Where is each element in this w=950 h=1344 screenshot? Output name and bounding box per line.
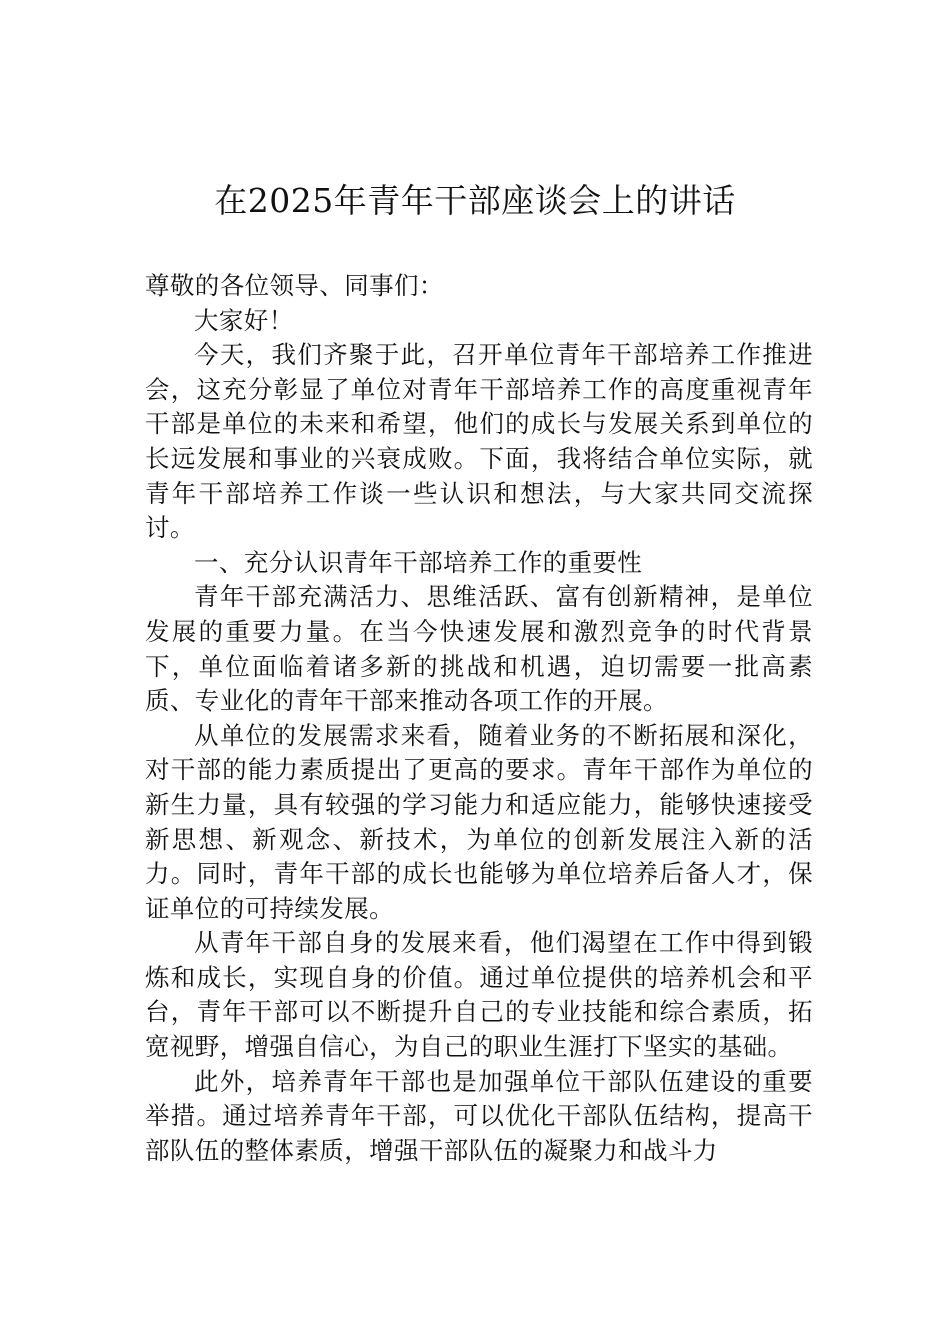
paragraph: 从单位的发展需求来看，随着业务的不断拓展和深化，对干部的能力素质提出了更高的要求。青年干部作为单位的新生力量，具有较强的学习能力和适应能力，能够快速接受新思想、新观念、新技术，为单位的创新发展注入新的活力。同时，青年干部的成长也能够为单位培养后备人才，保证单位的可持续发展。 [145,720,813,923]
paragraph: 此外，培养青年干部也是加强单位干部队伍建设的重要举措。通过培养青年干部，可以优化干部队伍结构，提高干部队伍的整体素质，增强干部队伍的凝聚力和战斗力 [145,1066,813,1165]
paragraph-introduction: 今天，我们齐聚于此，召开单位青年干部培养工作推进会，这充分彰显了单位对青年干部培养工作的高度重视青年干部是单位的未来和希望，他们的成长与发展关系到单位的长远发展和事业的兴衰成败。下面，我将结合单位实际，就青年干部培养工作谈一些认识和想法，与大家共同交流探讨。 [145,340,813,543]
salutation: 尊敬的各位领导、同事们： [145,271,444,300]
paragraph-greeting: 大家好！ [194,305,294,335]
document-body [145,269,813,1168]
section-heading-1: 一、充分认识青年干部培养工作的重要性 [194,547,643,577]
paragraph: 青年干部充满活力、思维活跃、富有创新精神，是单位发展的重要力量。在当今快速发展和激烈竞争的时代背景下，单位面临着诸多新的挑战和机遇，迫切需要一批高素质、专业化的青年干部来推动各项工作的开展。 [145,582,813,716]
paragraph: 从青年干部自身的发展来看，他们渴望在工作中得到锻炼和成长，实现自身的价值。通过单位提供的培养机会和平台，青年干部可以不断提升自己的专业技能和综合素质，拓宽视野，增强自信心，为自己的职业生涯打下坚实的基础。 [145,928,813,1062]
document-title: 在2025年青年干部座谈会上的讲话 [214,181,736,220]
